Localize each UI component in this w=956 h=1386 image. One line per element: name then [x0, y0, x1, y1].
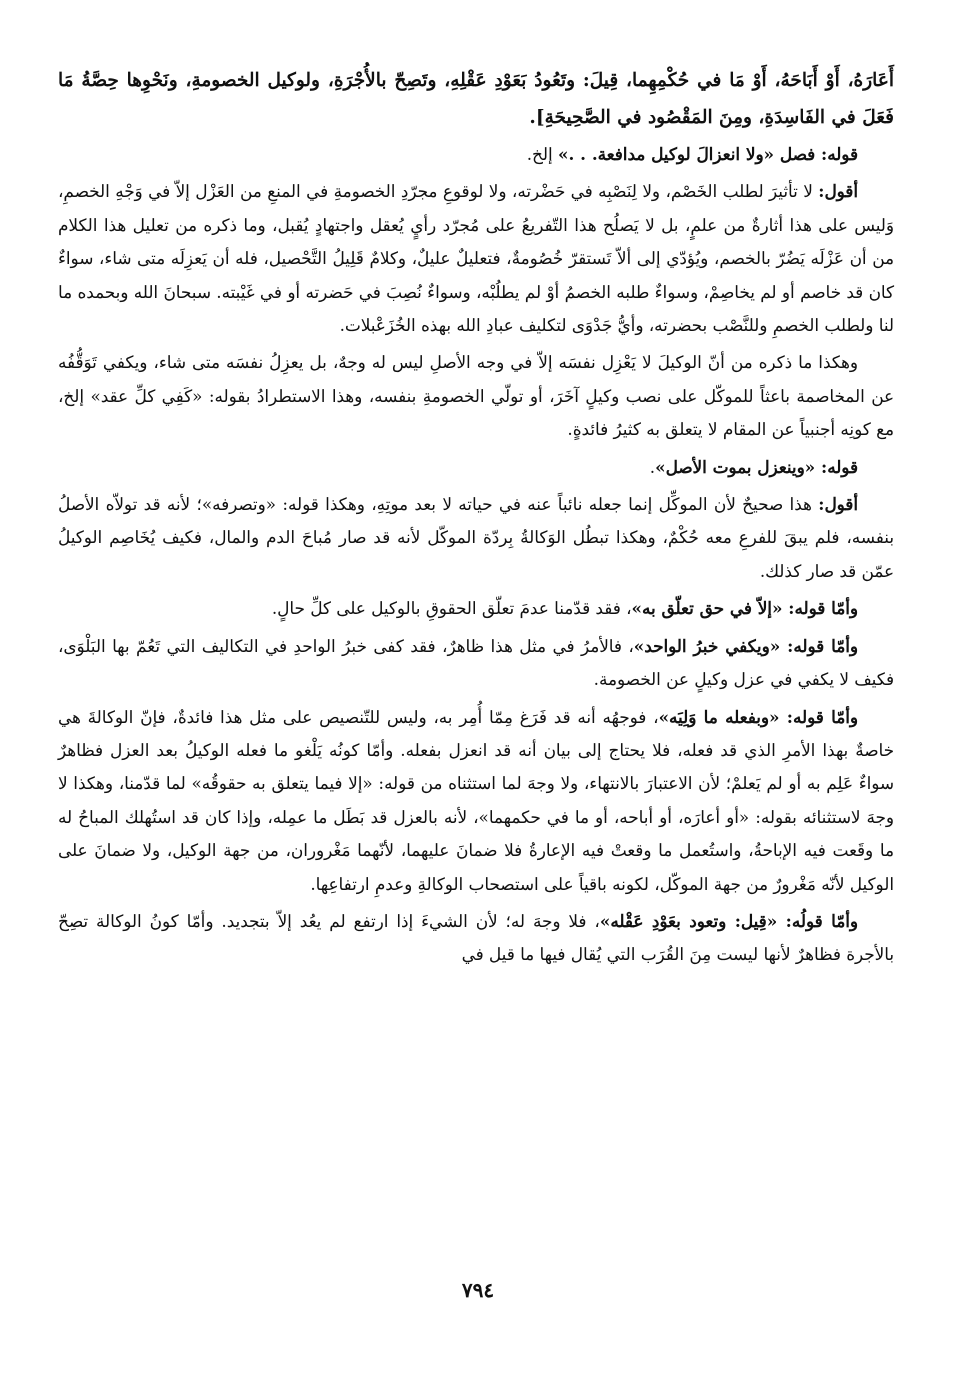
paragraph: [58, 488, 894, 588]
paragraph: [58, 592, 894, 625]
text-segment: ، فوجهُه أنه قد فَرَغ مِمّا أُمِر به، وليس للتّنصيص على مثل هذا فائدةٌ، فإنّ الوكالةَ هي خاصةٌ بهذا الأمرِ الذي قد فعله، فلا يحتاج إلى بيان أنه قد انعزل بفعله. وأمّا كونُه يَلْغو ما فعله الوكيلُ بعد العزل فظاهرٌ سواءٌ عَلِم به أو لم يَعلمْ؛ لأن الاعتبارَ بالانتهاء، ولا وجهَ لما استثناه من قوله: «إلا فيما يتعلق به حقوقُه» لما قدّمنا، وهكذا لا وجهَ لاستثنائه بقوله: «أو أعارَه، أو أباحه، أو ما في حكمهما»، لأنه بالعزل قد بَطَل ما عمِله، وإذا كان قد استُهلك المباحُ له ما وقَعت فيه الإباحةُ، واستُعمل ما وقعتْ فيه الإعارةُ فلا ضمانَ عليهما، لأنّهما مَغْروران، من جهة الوكيل، ولا ضمانَ على الوكيل لأنّه مَغْرورٌ من جهة الموكّل، لكونه باقياً على استصحاب الوكالةِ وعدمِ ارتفاعِها.: [58, 706, 894, 894]
text-segment: إلخ.: [526, 144, 558, 164]
paragraph: [58, 346, 894, 446]
paragraph: [58, 451, 894, 484]
bold-text-segment: قوله: فصل «ولا انعزالَ لوكيل مدافعة. . .»: [557, 144, 858, 164]
bold-text-segment: وأمّا قوله: «إلاّ في حق تعلّق به»: [631, 598, 858, 619]
text-segment: ، فالأمرُ في مثل هذا ظاهرٌ، فقد كفى خبرُ الواحدِ في التكاليف التي تَعُمّ بها البَلْوَى، فكيف لا يكفي في عزل وكيلٍ عن الخصومة.: [58, 635, 894, 690]
paragraph: [58, 630, 894, 697]
text-segment: لا تأثيرَ لطلب الخَصْم، ولا لِنَصْبِه في حَضْرته، ولا لوقوعِ مجرّدِ الخصومةِ في المنعِ من العَزْل إلاّ في وَجْهِ الخصمِ، وَليس على هذا أثارةٌ من علمٍ، بل لا يَصلُح هذا التّفريعُ على مُجرّد رأيٍ يُعقل واجتهادٍ يُقبل، وما ذكره من تعليل هذا الكلام من أن عَزْلَه يَضُرّ بالخصم، ويُؤدّي إلى ألاّ تَستقرّ خُصُومةٌ، فتعليلٌ عليلٌ، وكلامٌ قَلِيلُ التَّحْصيل، فله أن يَعزِلَه متى شاء، سواءٌ كان قد خاصم أو لم يخاصِمْ، وسواءٌ طلبه الخصمُ أوْ لم يطلُبْه، وسواءٌ نُصِبَ في حَضرته أو في غَيْبته. سبحانَ الله وبحمده ما لنا ولطلب الخصمِ وللنَّصْب بحضرته، وأيُّ جَدْوَى لتكليف عبادِ الله بهذه الخُزَعْبلات.: [58, 181, 894, 336]
bold-text-segment: وأمّا قوله: «ويكفي خبرُ الواحد»: [633, 635, 858, 656]
bold-text-segment: وأمّا قولُه: «قِيل: وتعود بعَوْدِ عَقْله»: [599, 910, 858, 931]
bold-text-segment: أقول:: [818, 494, 858, 515]
bold-text-segment: أَعَارَهُ، أَوْ أَبَاحَهُ، أَوْ مَا في حُكْمِهِما، قِيلَ: وتَعُودُ بَعَوْدِ عَقْلِهِ، وتَصِحّ بالأُجْرَةِ، ولوكيل الخصومةِ، ونَحْوِها حِصَّةُ مَا فَعَلَ في الفَاسِدَةِ، ومِنَ المَقْصُود في الصَّحِيحَةِ].: [58, 70, 894, 128]
bold-text-segment: قوله: «وينعزل بموت الأصل»: [655, 456, 858, 477]
bold-text-segment: أقول:: [818, 181, 858, 202]
page-body-text: [58, 62, 894, 972]
paragraph: [58, 701, 894, 901]
paragraph: [58, 138, 894, 171]
text-segment: هذا صحيحٌ لأن الموكِّل إنما جعله نائباً عنه في حياته لا بعد موتِهِ، وهكذا قوله: «وتصرفه»؛ لأنه قد تولاّه الأصلُ بنفسه، فلم يبقَ للفرعِ معه حُكْمٌ، وهكذا تبطُل الوَكالةُ بِردّة الموكّل لأنه قد صار مُباحَ الدم والمال، فكيف يُخَاصِم الوكيلُ عمّن قد صار كذلك.: [58, 494, 894, 581]
text-segment: ، فلا وجهَ له؛ لأن الشيءَ إذا ارتفع لم يعُد إلاّ بتجديد. وأمّا كونُ الوكالة تصِحّ بالأجرة فظاهرٌ لأنها ليست مِنَ القُرَب التي يُقال فيها ما قيل في: [58, 910, 894, 965]
bold-text-segment: وأمّا قوله: «وبفعله ما وَلِيَه»: [658, 706, 858, 727]
text-segment: .: [649, 456, 656, 477]
paragraph: [58, 175, 894, 342]
paragraph: [58, 905, 894, 972]
paragraph: [58, 62, 894, 136]
text-segment: ، فقد قدّمنا عدمَ تعلّق الحقوقِ بالوكيل على كلِّ حالٍ.: [271, 598, 632, 619]
page-number: ٧٩٤: [461, 1278, 495, 1302]
text-segment: وهكذا ما ذكره من أنّ الوكيلَ لا يَعْزِل نفسَه إلاّ في وجه الأصلِ ليس له وجهٌ، بل يعزِلُ نفسَه متى شاء، ويكفي تَوَقُّفُه عن المخاصمة باعثاً للموكّل على نصب وكيلٍ آخَرَ، أو تولّي الخصومةِ بنفسه، وهذا الاستطرادُ بقوله: «كَفِي كلِّ عقد» إلخ، مع كونِه أجنبياً عن المقام لا يتعلق به كثيرُ فائدةٍ.: [58, 352, 894, 440]
